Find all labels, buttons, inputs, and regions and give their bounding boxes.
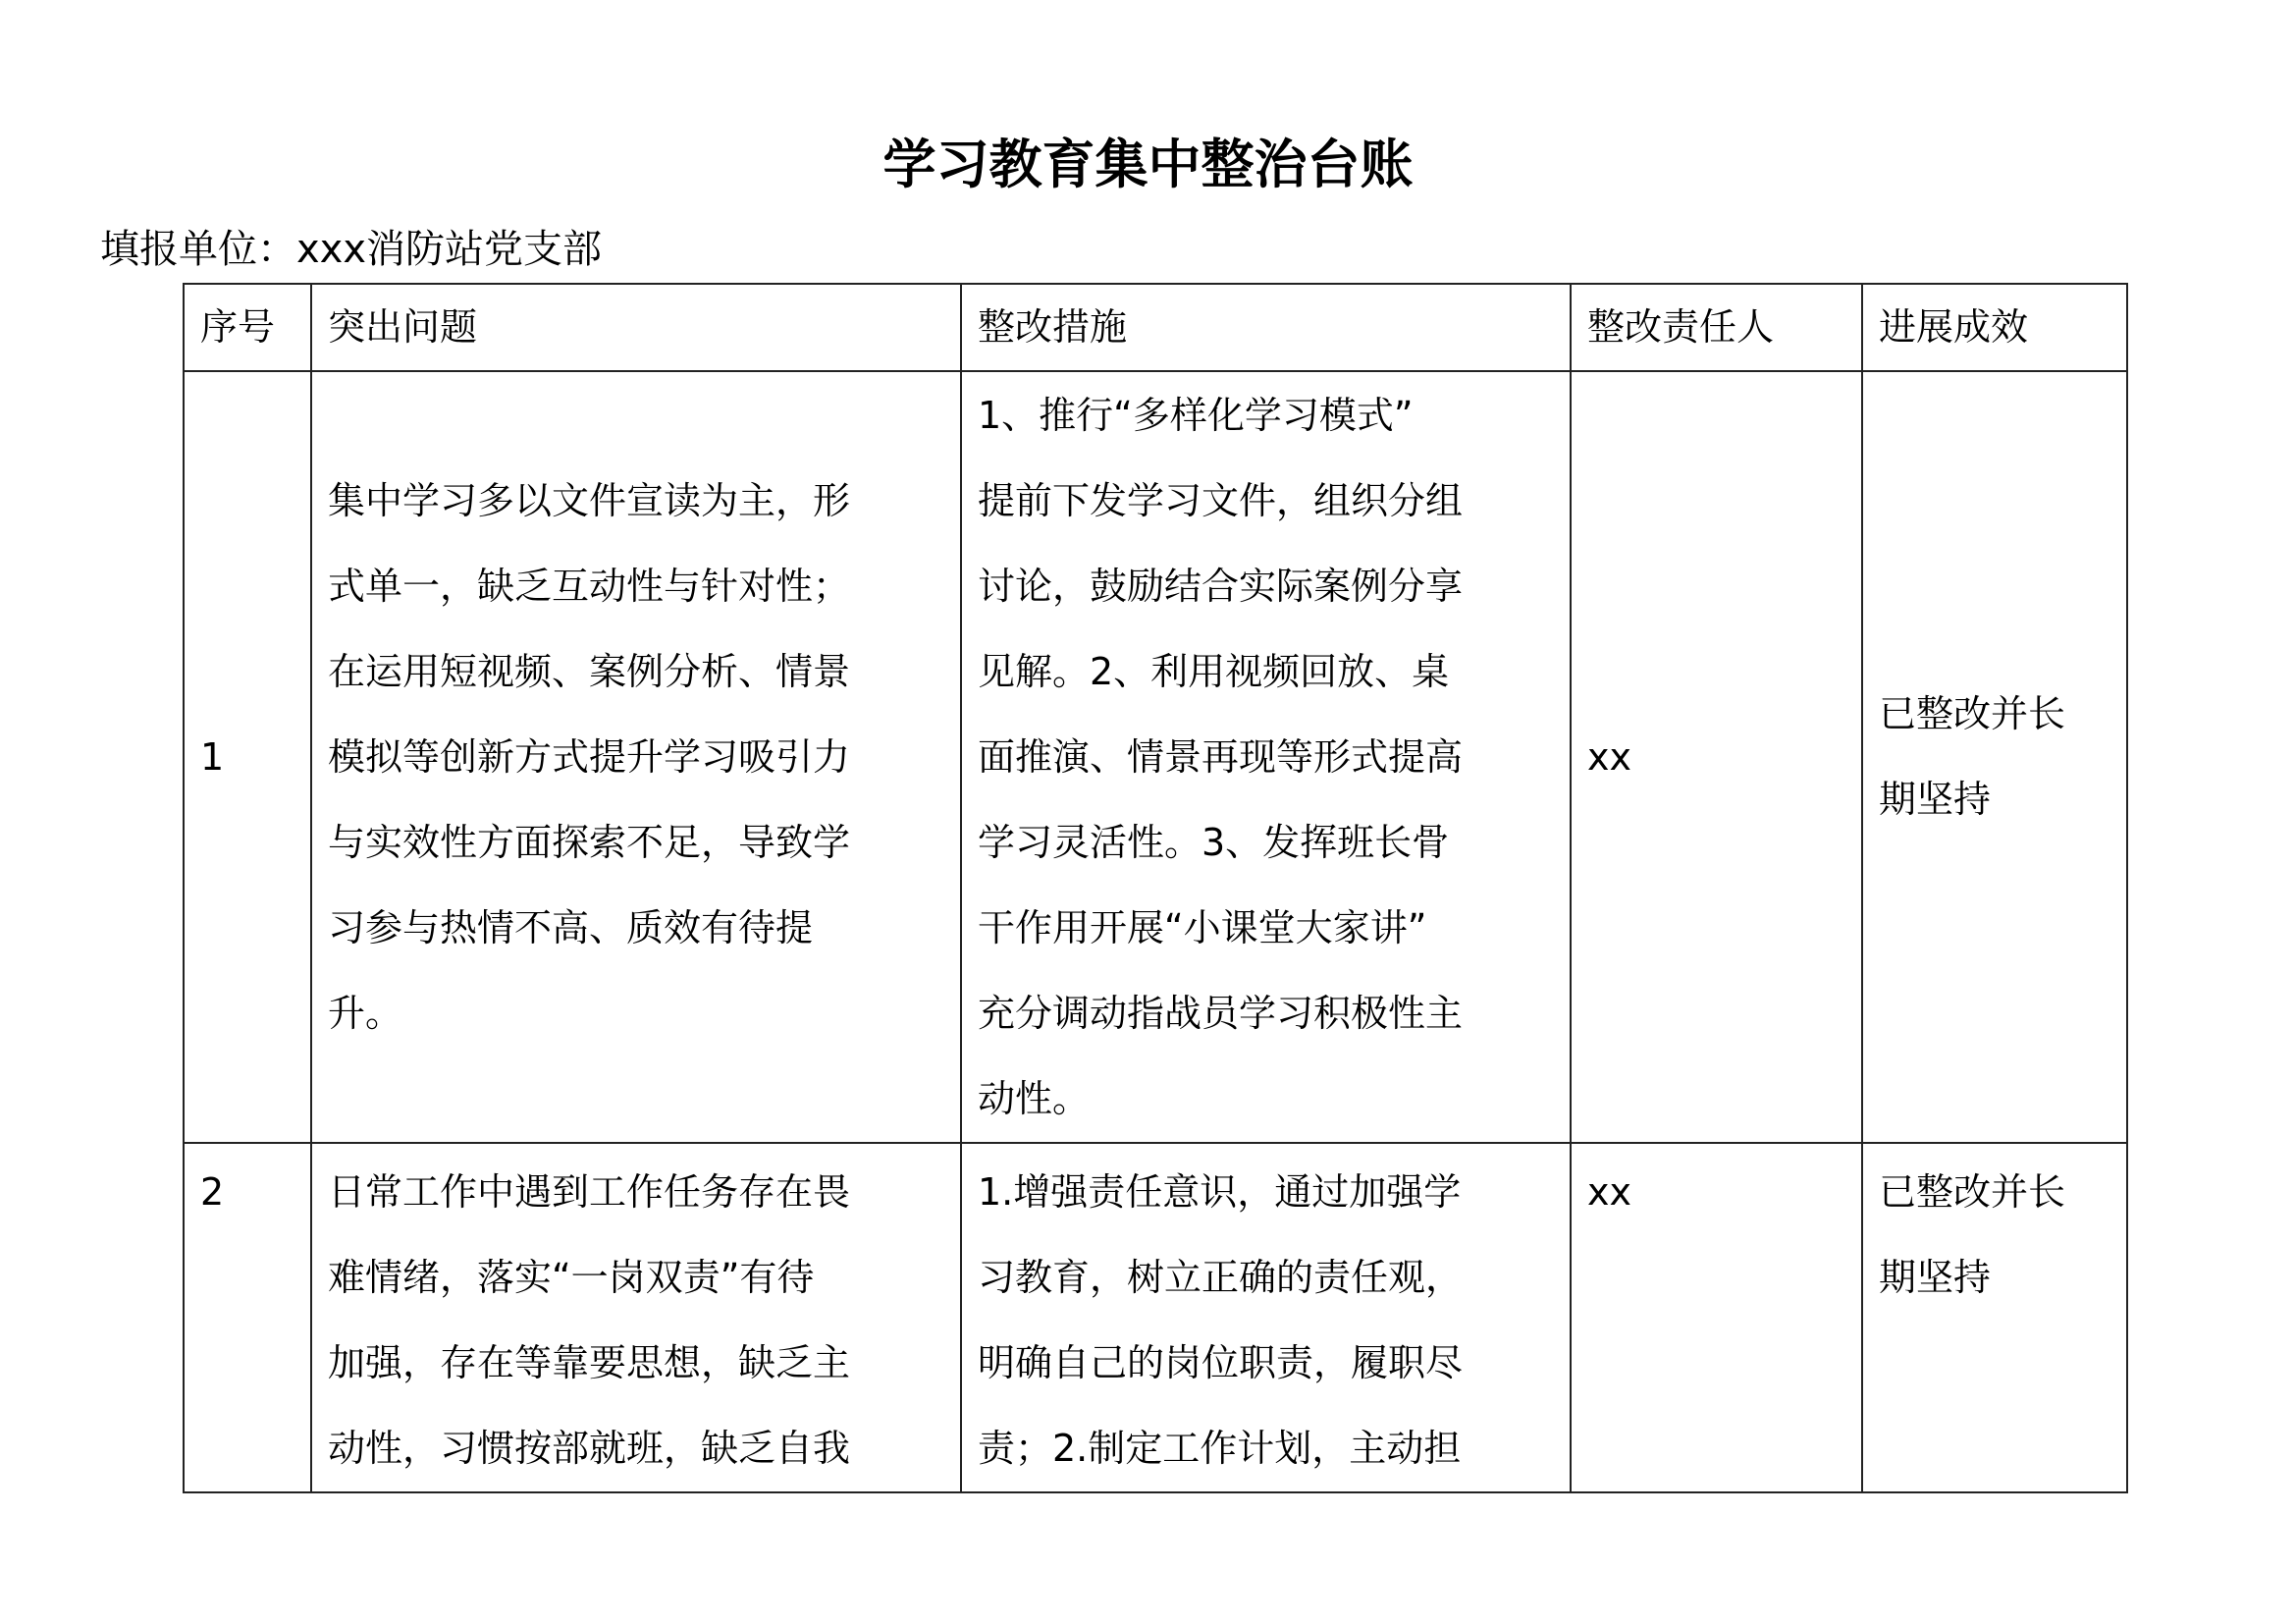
header-owner: 整改责任人 [1571,284,1862,371]
cell-no: 1 [184,371,311,1143]
header-no: 序号 [184,284,311,371]
table-header-row [184,284,2127,371]
text-line: 习参与热情不高、质效有待提 [328,905,814,949]
text-line: 已整改并长 [1879,1170,2066,1214]
text-line: 模拟等创新方式提升学习吸引力 [328,734,851,779]
text-line: 提前下发学习文件，组织分组 [978,478,1464,522]
text-line: 1、推行“多样化学习模式” [978,393,1414,437]
cell-no: 2 [184,1143,311,1492]
header-problem: 突出问题 [311,284,961,371]
header-measures: 整改措施 [961,284,1571,371]
document-title: 学习教育集中整治台账 [882,133,1414,195]
text-line: 明确自己的岗位职责，履职尽 [978,1341,1464,1384]
text-line: 学习灵活性。3、发挥班长骨 [978,820,1450,864]
text-line: 面推演、情景再现等形式提高 [978,734,1464,779]
text-line: 升。 [328,991,403,1035]
text-line: 式单一，缺乏互动性与针对性； [328,564,851,608]
text-line: 在运用短视频、案例分析、情景 [328,649,851,693]
cell-problem [311,1143,961,1492]
text-line: 动性。 [978,1076,1091,1120]
table-row [184,371,2127,1143]
table-row [184,1143,2127,1492]
text-line: 已整改并长 [1879,692,2066,735]
text-line: 期坚持 [1879,1256,1992,1299]
cell-measures [961,371,1571,1143]
rectification-table [183,283,2128,1493]
cell-owner: xx [1571,1143,1862,1492]
cell-progress [1862,1143,2127,1492]
text-line: 1.增强责任意识，通过加强学 [978,1170,1462,1214]
text-line: 充分调动指战员学习积极性主 [978,991,1464,1035]
text-line: 期坚持 [1879,778,1992,821]
text-line: 日常工作中遇到工作任务存在畏 [328,1170,851,1214]
reporting-unit: 填报单位：xxx消防站党支部 [100,227,603,272]
text-line: 干作用开展“小课堂大家讲” [978,905,1427,949]
text-line: 动性，习惯按部就班，缺乏自我 [328,1427,851,1470]
text-line: 与实效性方面探索不足，导致学 [328,820,851,864]
text-line: 责；2.制定工作计划，主动担 [978,1427,1462,1470]
header-progress: 进展成效 [1862,284,2127,371]
cell-problem [311,371,961,1143]
text-line: 习教育，树立正确的责任观， [978,1256,1464,1299]
cell-owner: xx [1571,371,1862,1143]
cell-progress [1862,371,2127,1143]
text-line: 讨论，鼓励结合实际案例分享 [978,564,1464,608]
text-line: 见解。2、利用视频回放、桌 [978,649,1450,693]
text-line: 集中学习多以文件宣读为主，形 [328,478,851,522]
text-line: 难情绪，落实“一岗双责”有待 [328,1256,815,1299]
text-line: 加强，存在等靠要思想，缺乏主 [328,1341,851,1384]
cell-measures [961,1143,1571,1492]
